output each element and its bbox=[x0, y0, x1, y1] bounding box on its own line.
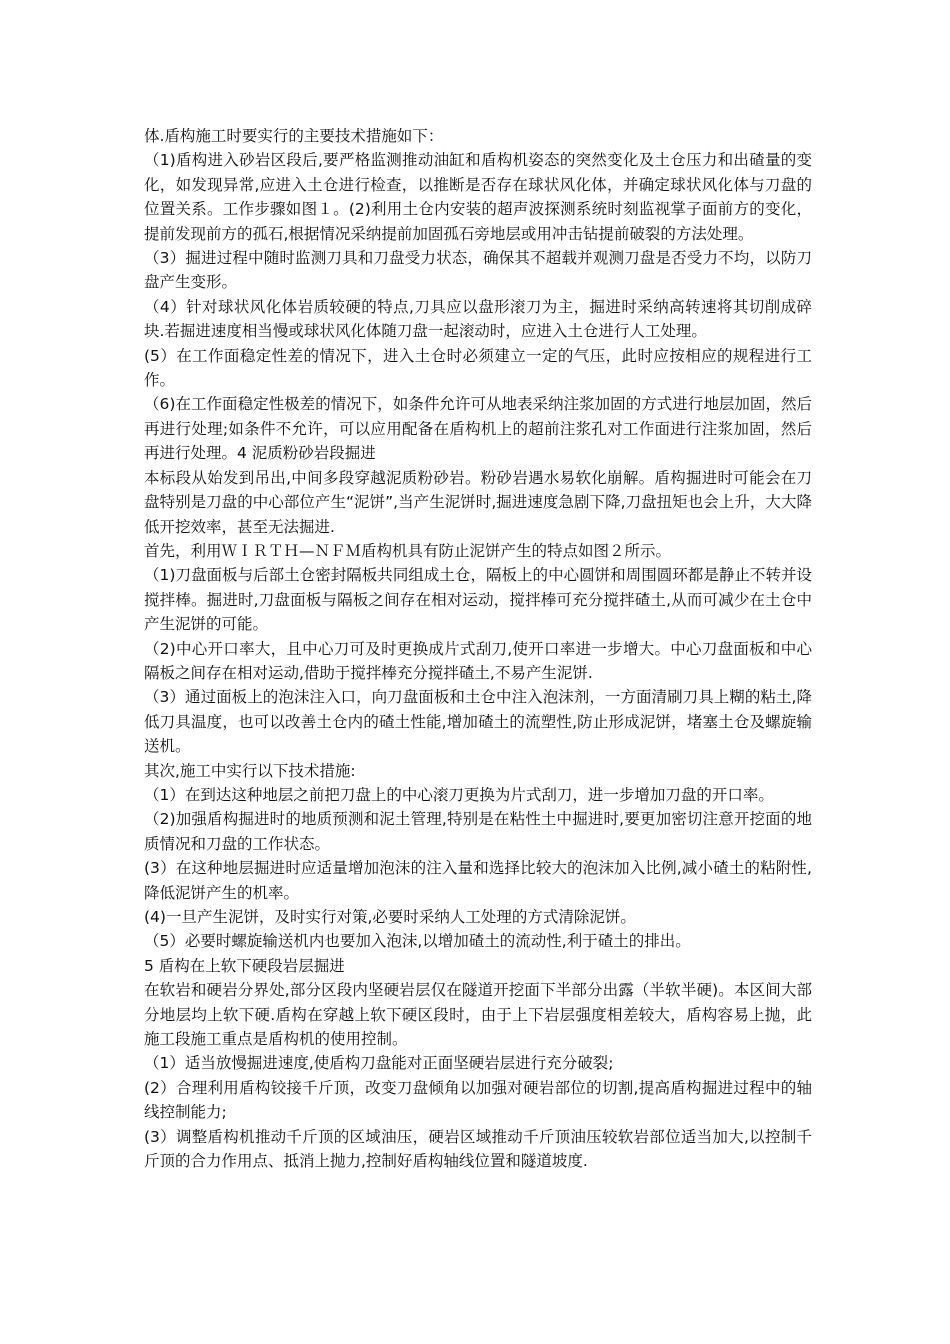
paragraph-control-2: (2）合理利用盾构铰接千斤顶，改变刀盘倾角以加强对硬岩部位的切割,提高盾构掘进过程中的轴线控制能力; bbox=[144, 1078, 812, 1122]
paragraph-control-1: （1）适当放慢掘进速度,使盾构刀盘能对正面坚硬岩层进行充分破裂; bbox=[144, 1054, 614, 1073]
paragraph-measure-3: (3）在这种地层掘进时应适量增加泡沫的注入量和选择比较大的泡沫加入比例,减小碴土的粘附性,降低泥饼产生的机率。 bbox=[144, 859, 812, 902]
paragraph-item-4: （4）针对球状风化体岩质较硬的特点,刀具应以盘形滚刀为主，掘进时采纳高转速将其切削成碎块.若掘进速度相当慢或球状风化体随刀盘一起滚动时，应进入土仓进行人工处理。 bbox=[144, 297, 812, 341]
paragraph-item-5: (5）在工作面稳定性差的情况下，进入土仓时必须建立一定的气压，此时应按相应的规程进行工作。 bbox=[144, 346, 812, 390]
paragraph-measure-4: (4)一旦产生泥饼，及时实行对策,必要时采纳人工处理的方式清除泥饼。 bbox=[144, 908, 636, 926]
paragraph-measure-5: （5）必要时螺旋输送机内也要加入泡沫,以增加碴土的流动性,利于碴土的排出。 bbox=[144, 932, 691, 951]
paragraph-section-5-body: 在软岩和硬岩分界处,部分区段内坚硬岩层仅在隧道开挖面下半部分出露（半软半硬)。本区间大部分地层均上软下硬.盾构在穿越上软下硬区段时，由于上下岩层强度相差较大，盾构容易上抛，此施工段施工重点是盾构机的使用控制。 bbox=[144, 981, 812, 1049]
paragraph-feature-2: （2)中心开口率大，且中心刀可及时更换成片式刮刀,使开口率进一步增大。中心刀盘面板和中心隔板之间存在相对运动,借助于搅拌棒充分搅拌碴土,不易产生泥饼. bbox=[144, 639, 812, 682]
paragraph-feature-3: （3）通过面板上的泡沫注入口，向刀盘面板和土仓中注入泡沫剂，一方面清刷刀具上糊的粘土,降低刀具温度，也可以改善土仓内的碴土性能,增加碴土的流塑性,防止形成泥饼，堵塞土仓及螺旋输送机。 bbox=[144, 688, 812, 756]
paragraph-control-3: (3）调整盾构机推动千斤顶的区域油压，硬岩区域推动千斤顶油压较软岩部位适当加大,以控制千斤顶的合力作用点、抵消上抛力,控制好盾构轴线位置和隧道坡度. bbox=[144, 1127, 812, 1171]
paragraph-section-4-body: 本标段从始发到吊出,中间多段穿越泥质粉砂岩。粉砂岩遇水易软化崩解。盾构掘进时可能会在刀盘特别是刀盘的中心部位产生“泥饼”,当产生泥饼时,掘进速度急剧下降,刀盘扭矩也会上升，大大降低开挖效率，甚至无法掘进. bbox=[144, 468, 812, 536]
section-heading-5: 5 盾构在上软下硬段岩层掘进 bbox=[144, 956, 345, 975]
paragraph-intro: 体.盾构施工时要实行的主要技术措施如下： bbox=[144, 127, 444, 145]
paragraph-measure-1: （1）在到达这种地层之前把刀盘上的中心滚刀更换为片式刮刀，进一步增加刀盘的开口率。 bbox=[144, 785, 774, 804]
paragraph-item-3: （3）掘进过程中随时监测刀具和刀盘受力状态，确保其不超载并观测刀盘是否受力不均，以防刀盘产生变形。 bbox=[144, 249, 812, 292]
paragraph-item-6: （6)在工作面稳定性极差的情况下，如条件允许可从地表采纳注浆加固的方式进行地层加固，然后再进行处理;如条件不允许，可以应用配备在盾构机上的超前注浆孔对工作面进行注浆加固，然后再进行处理。4 泥质粉砂岩段掘进 bbox=[144, 395, 812, 463]
document-body bbox=[144, 124, 812, 1173]
paragraph-first-measure: 首先，利用ＷＩＲＴＨ—ＮＦＭ盾构机具有防止泥饼产生的特点如图２所示。 bbox=[144, 541, 672, 560]
paragraph-measure-2: （2)加强盾构掘进时的地质预测和泥土管理,特别是在粘性土中掘进时,要更加密切注意开挖面的地质情况和刀盘的工作状态。 bbox=[144, 810, 812, 853]
paragraph-second-measure: 其次,施工中实行以下技术措施: bbox=[144, 761, 356, 780]
paragraph-feature-1: （1)刀盘面板与后部土仓密封隔板共同组成土仓，隔板上的中心圆饼和周围圆环都是静止不转并设搅拌棒。掘进时,刀盘面板与隔板之间存在相对运动，搅拌棒可充分搅拌碴土,从而可减少在土仓中产生泥饼的可能。 bbox=[144, 566, 812, 634]
paragraph-item-1-2: （1)盾构进入砂岩区段后,要严格监测推动油缸和盾构机姿态的突然变化及土仓压力和出碴量的变化，如发现异常,应进入土仓进行检查，以推断是否存在球状风化体，并确定球状风化体与刀盘的位置关系。工作步骤如图１。(2)利用土仓内安装的超声波探测系统时刻监视掌子面前方的变化，提前发现前方的孤石,根据情况采纳提前加固孤石旁地层或用冲击钻提前破裂的方法处理。 bbox=[144, 151, 812, 243]
